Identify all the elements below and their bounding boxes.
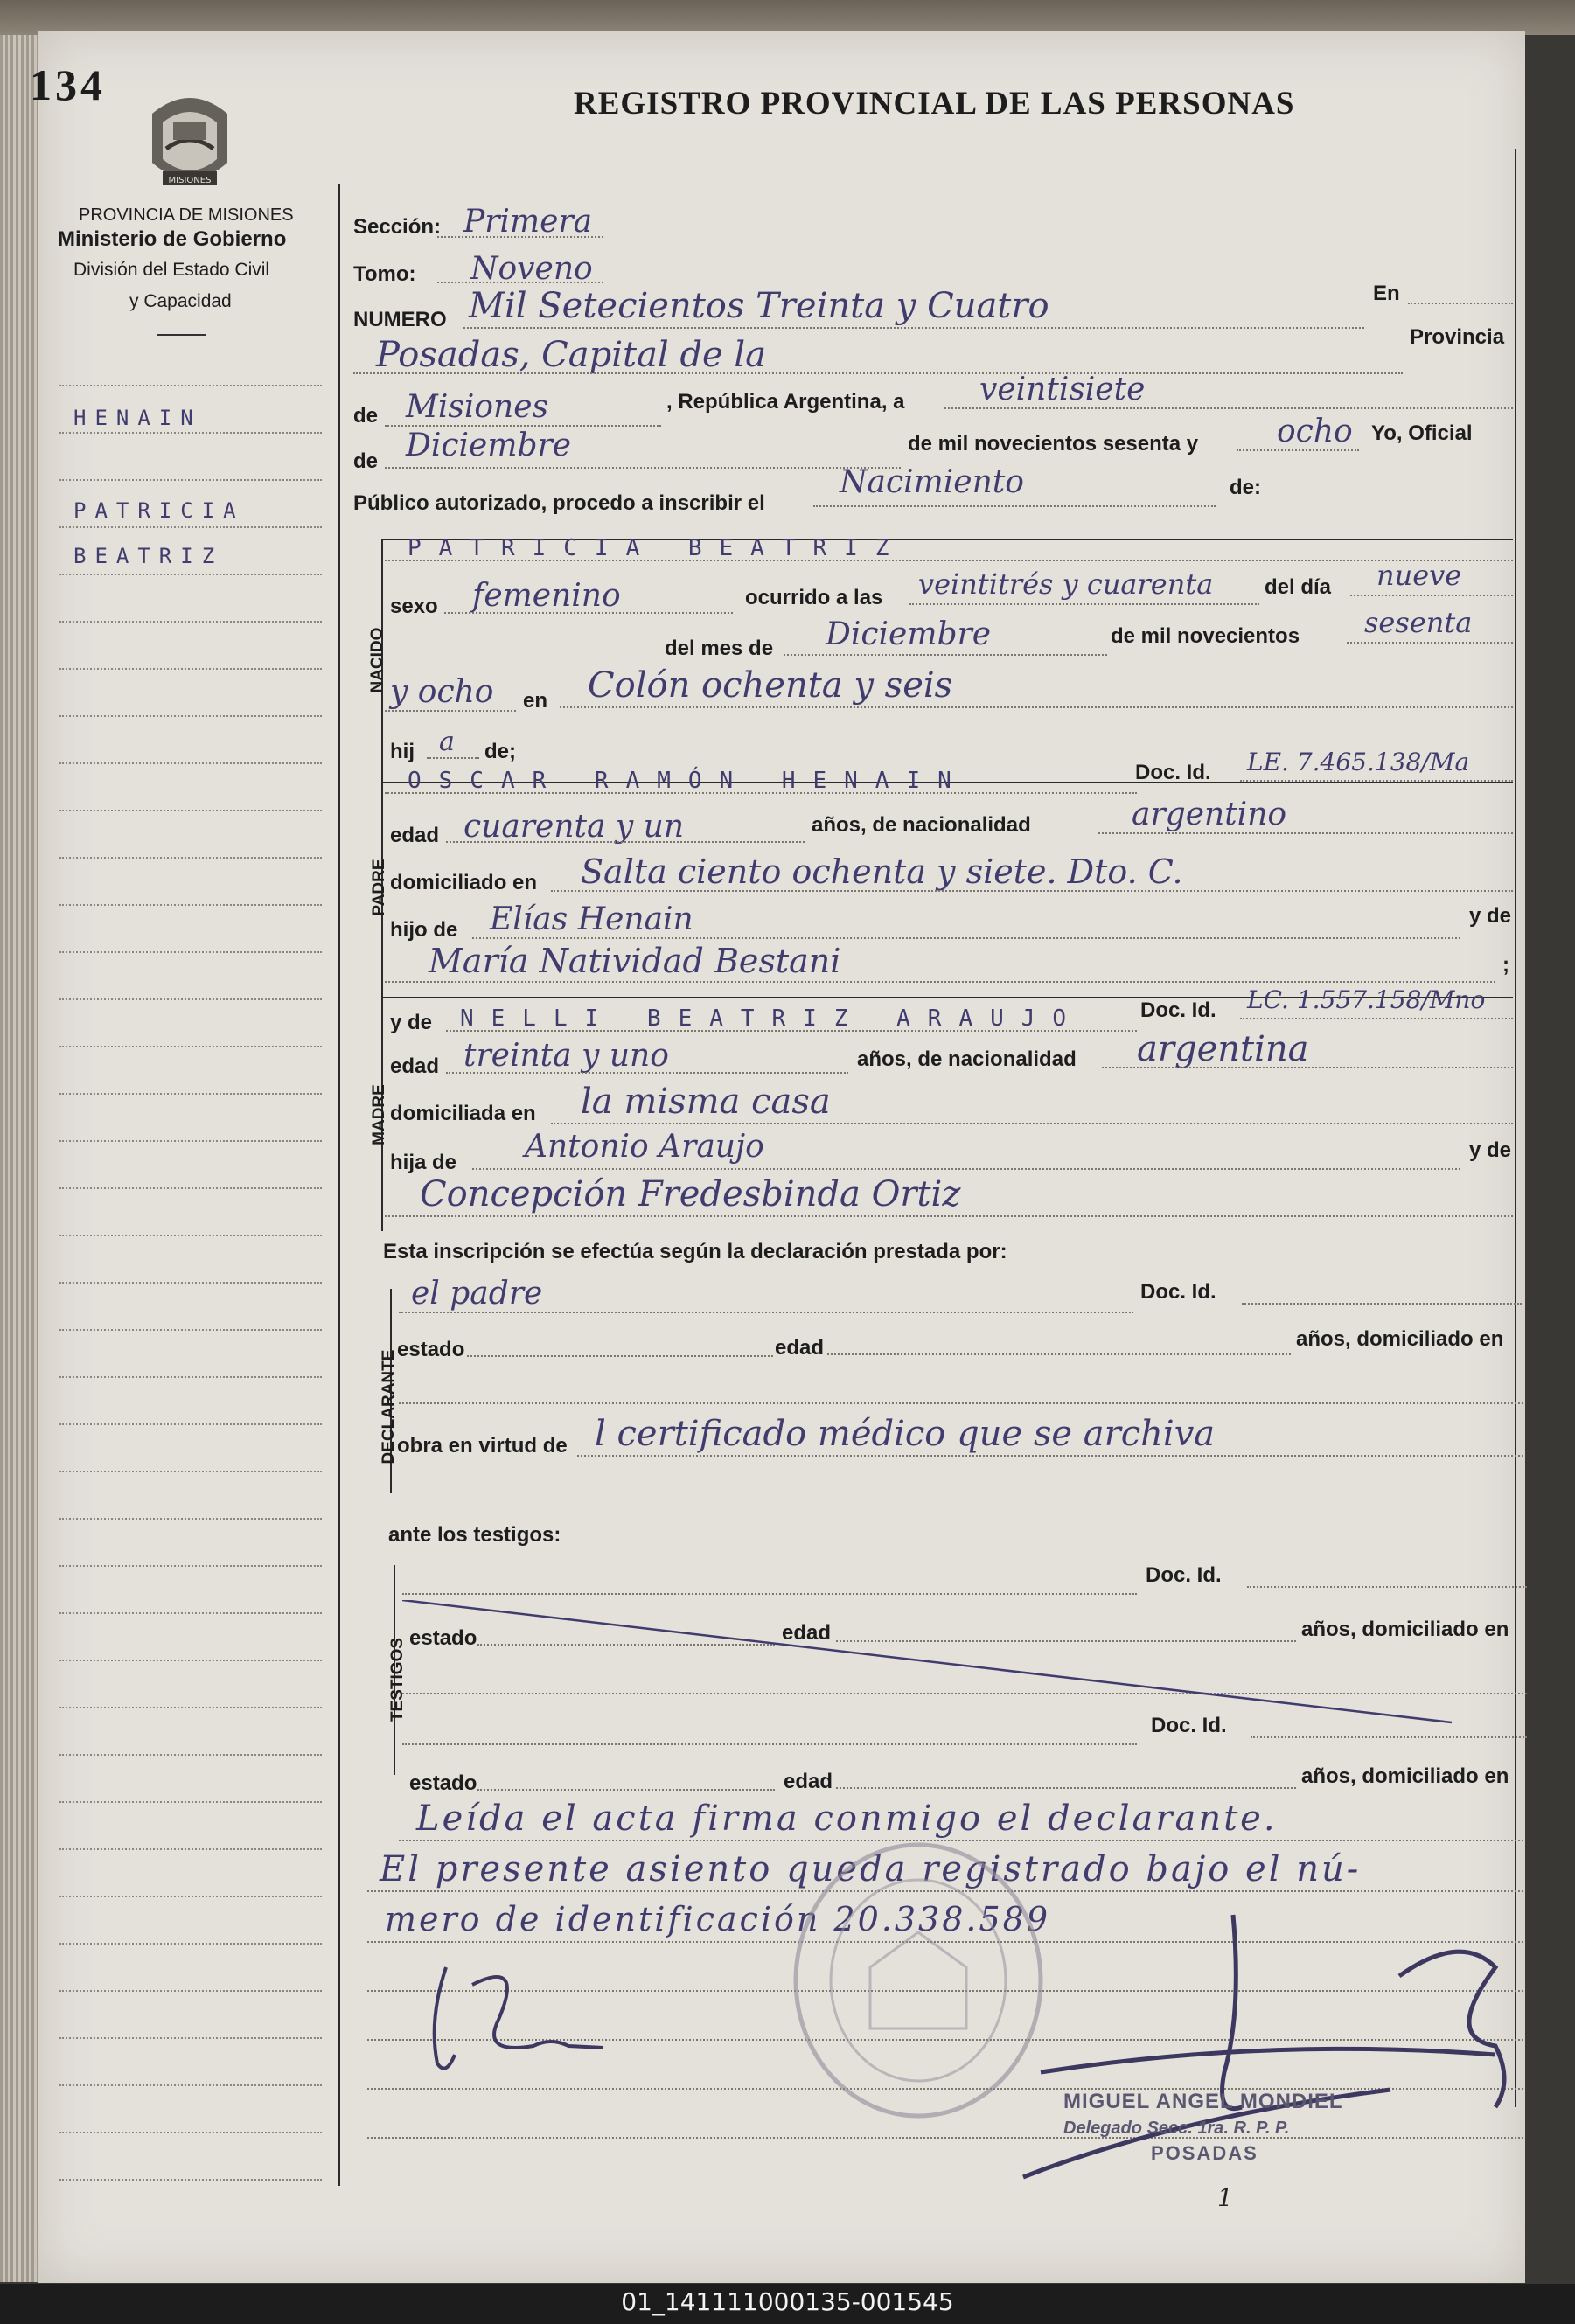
madre-edad-label: edad (390, 1054, 440, 1078)
sidebar-rule-line (59, 715, 322, 717)
closing-line-3: mero de identificación 20.338.589 (385, 1900, 1050, 1938)
sidebar-rule-line (59, 668, 322, 670)
sidebar-given-name-1: PATRICIA (73, 498, 245, 523)
padre-doc-value: LE. 7.465.138/Ma (1247, 748, 1470, 776)
numero-value: Mil Setecientos Treinta y Cuatro (469, 286, 1049, 326)
hijo-de-label: de; (484, 740, 516, 763)
padre-domicilio-line (551, 890, 1513, 892)
madre-hija-de-label: hija de (390, 1151, 457, 1174)
sexo-label: sexo (390, 595, 438, 618)
sidebar-given-name-2: BEATRIZ (73, 544, 224, 568)
declarante-doc-line (1242, 1303, 1522, 1305)
sidebar-rule-line (59, 810, 322, 811)
testigo1-line (402, 1593, 1137, 1595)
sidebar-rule-line (59, 998, 322, 1000)
declarante-value: el padre (411, 1276, 543, 1312)
page-number: 134 (30, 60, 106, 109)
padre-father-value: Elías Henain (490, 901, 693, 937)
tomo-line (437, 282, 603, 283)
sidebar-rule-line (59, 1235, 322, 1236)
sexo-line (444, 612, 733, 614)
official-name: MIGUEL ANGEL MONDIEL (1063, 2090, 1343, 2113)
lugar-line (560, 706, 1513, 708)
numero-line (463, 327, 1364, 329)
padre-side-label: PADRE (370, 859, 388, 916)
svg-text:MISIONES: MISIONES (168, 176, 212, 185)
padre-y-de-label: y de (1469, 904, 1512, 928)
tomo-value: Noveno (470, 251, 593, 287)
declaracion-label: Esta inscripción se efectúa según la declaración prestada por: (383, 1240, 1007, 1263)
testigo1-estado-label: estado (409, 1626, 477, 1650)
madre-side-label: MADRE (370, 1084, 388, 1145)
de-label: de (353, 404, 379, 428)
madre-domicilio-value: la misma casa (581, 1082, 831, 1122)
padre-domicilio-value: Salta ciento ochenta y siete. Dto. C. (581, 852, 1183, 891)
madre-mother-value: Concepción Fredesbinda Ortiz (420, 1174, 961, 1214)
closing-line-1: Leída el acta firma conmigo el declarante. (416, 1799, 1278, 1839)
sidebar-rule-line (59, 1423, 322, 1425)
padre-doc-line (1240, 780, 1513, 782)
org-line-4: y Capacidad (129, 291, 232, 311)
hijo-line (427, 757, 479, 759)
declarante-anos-label: años, domiciliado en (1296, 1327, 1504, 1351)
testigo2-estado-label: estado (409, 1771, 477, 1795)
book-top-edge (0, 0, 1575, 35)
padre-name-line (385, 792, 1137, 794)
sesenta-line (1347, 642, 1513, 644)
sidebar-rule-line (59, 1376, 322, 1378)
oficial-label: Yo, Oficial (1371, 421, 1473, 445)
sidebar-rule-line (59, 857, 322, 859)
provincial-seal (143, 87, 236, 196)
de-month-label: de (353, 449, 379, 473)
obra-label: obra en virtud de (397, 1434, 568, 1458)
org-line-2: Ministerio de Gobierno (58, 227, 287, 251)
sesenta-value: sesenta (1364, 606, 1473, 639)
padre-father-line (472, 937, 1460, 939)
bottom-mark: 1 (1217, 2183, 1233, 2212)
sidebar-rule-line (59, 2132, 322, 2133)
testigo1-anos-label: años, domiciliado en (1301, 1618, 1509, 1641)
mil-label: de mil novecientos (1111, 624, 1300, 648)
testigo2-edad-line (836, 1787, 1296, 1789)
org-underline (157, 334, 206, 336)
hijo-suffix: a (439, 727, 455, 757)
sidebar-rule-line (59, 1565, 322, 1567)
padre-edad-value: cuarenta y un (463, 809, 685, 845)
de-colon-label: de: (1230, 476, 1261, 499)
madre-name: NELLI BEATRIZ ARAUJO (460, 1005, 1084, 1032)
org-line-3: División del Estado Civil (73, 260, 270, 280)
testigo1-doc-line (1247, 1586, 1527, 1588)
nacido-name: PATRICIA BEATRIZ (408, 535, 907, 561)
numero-label: NUMERO (353, 308, 447, 331)
declarante-side-label: DECLARANTE (380, 1349, 398, 1465)
padre-name: OSCAR RAMÓN HENAIN (408, 768, 969, 794)
acto-line (813, 505, 1216, 507)
declarante-estado-label: estado (397, 1338, 465, 1361)
sidebar-rule-line (59, 1140, 322, 1142)
closing-line-2: El presente asiento queda registrado bajo el nú- (380, 1849, 1362, 1889)
sidebar-rule-line (59, 1990, 322, 1992)
sidebar-rule-line (59, 2037, 322, 2039)
madre-y-de-label: y de (390, 1011, 433, 1034)
book-page-edges (0, 35, 38, 2282)
sidebar-rule-line (59, 1093, 322, 1095)
testigos-side-label: TESTIGOS (388, 1637, 407, 1722)
sidebar-rule-line (59, 1612, 322, 1614)
sidebar-rule-line (59, 1046, 322, 1047)
sidebar-rule-line (59, 1187, 322, 1189)
autorizado-label: Público autorizado, procedo a inscribir el (353, 491, 765, 515)
sidebar-rule-line (59, 1660, 322, 1661)
sidebar-rule-line (59, 1754, 322, 1756)
en-line (1408, 303, 1513, 304)
madre-edad-line (446, 1072, 848, 1074)
sidebar-rule-line (59, 1329, 322, 1331)
year-label: de mil novecientos sesenta y (908, 432, 1199, 456)
declarante-estado-line (467, 1355, 773, 1357)
padre-edad-label: edad (390, 824, 440, 847)
declarante-blank-line (399, 1402, 1523, 1404)
testigo1-doc-label: Doc. Id. (1146, 1563, 1222, 1587)
padre-mother-value: María Natividad Bestani (429, 942, 841, 980)
obra-value: l certificado médico que se archiva (595, 1414, 1216, 1454)
dia-label: del día (1265, 575, 1332, 599)
provincia-label: Provincia (1410, 325, 1505, 349)
testigos-ante-label: ante los testigos: (388, 1523, 561, 1547)
sidebar-rule-line (59, 432, 322, 434)
mes-line (784, 654, 1107, 656)
org-line-1: PROVINCIA DE MISIONES (79, 205, 294, 225)
hijo-label: hij (390, 740, 415, 763)
testigo1-edad-label: edad (782, 1621, 832, 1645)
en-nacido-label: en (523, 689, 548, 713)
testigos-cancel-line (402, 1600, 1487, 1731)
sidebar-rule-line (59, 1801, 322, 1803)
testigo2-line (402, 1743, 1137, 1745)
madre-mother-line (385, 1215, 1513, 1217)
acto-value: Nacimiento (840, 464, 1024, 500)
padre-anos-label: años, de nacionalidad (812, 813, 1031, 837)
nacido-side-label: NACIDO (368, 627, 387, 693)
madre-father-value: Antonio Araujo (525, 1129, 764, 1165)
official-city: POSADAS (1151, 2142, 1258, 2164)
place-value: Posadas, Capital de la (376, 335, 767, 375)
madre-doc-label: Doc. Id. (1140, 998, 1216, 1022)
madre-nac-line (1102, 1067, 1513, 1068)
province-value: Misiones (406, 389, 549, 425)
ocurrido-label: ocurrido a las (745, 586, 883, 609)
main-frame-left (338, 184, 340, 2186)
madre-father-line (472, 1168, 1460, 1170)
declarant-signature (420, 1950, 647, 2081)
sexo-value: femenino (472, 578, 621, 614)
sidebar-rule-line (59, 1471, 322, 1472)
official-signature (1006, 1906, 1530, 2186)
year-value: ocho (1277, 414, 1353, 449)
sidebar-rule-line (59, 762, 322, 764)
province-line (385, 425, 661, 427)
sidebar-rule-line (59, 574, 322, 575)
sidebar-rule-line (59, 1943, 322, 1945)
testigo2-anos-label: años, domiciliado en (1301, 1764, 1509, 1788)
padre-domicilio-label: domiciliado en (390, 871, 538, 894)
lugar-value: Colón ochenta y seis (588, 665, 953, 706)
madre-domicilio-line (551, 1123, 1513, 1124)
ocho-line (385, 710, 516, 712)
madre-domicilio-label: domiciliada en (390, 1102, 536, 1125)
nacido-name-line (385, 560, 1513, 561)
testigo2-doc-line (1251, 1736, 1527, 1738)
padre-semicolon: ; (1502, 953, 1509, 977)
sidebar-rule-line (59, 479, 322, 481)
day-value: veintisiete (979, 372, 1146, 407)
year-line (1237, 449, 1359, 451)
en-label: En (1373, 282, 1400, 305)
official-title: Delegado Secc. 1ra. R. P. P. (1063, 2119, 1290, 2138)
madre-y-de2-label: y de (1469, 1138, 1512, 1162)
tomo-label: Tomo: (353, 262, 416, 286)
sidebar-rule-line (59, 1896, 322, 1897)
dia-value: nueve (1376, 559, 1462, 592)
declarante-edad-line (827, 1353, 1291, 1355)
padre-doc-label: Doc. Id. (1135, 761, 1211, 784)
declarante-line (399, 1312, 1133, 1313)
month-value: Diciembre (406, 428, 572, 463)
padre-nac-line (1098, 832, 1513, 834)
seccion-label: Sección: (353, 215, 442, 239)
seccion-line (437, 236, 603, 238)
place-line (353, 372, 1403, 374)
sidebar-rule-line (59, 2179, 322, 2181)
sidebar-rule-line (59, 621, 322, 623)
sidebar-rule-line (59, 526, 322, 528)
sidebar-rule-line (59, 1707, 322, 1708)
sidebar-rule-line (59, 904, 322, 906)
sidebar-rule-line (59, 1282, 322, 1284)
testigo2-estado-line (477, 1789, 775, 1791)
madre-name-line (446, 1030, 1137, 1032)
testigo2-edad-label: edad (784, 1770, 833, 1793)
sidebar-rule-line (59, 385, 322, 386)
mes-value: Diciembre (826, 616, 992, 652)
ocho-value: y ocho (390, 674, 494, 710)
padre-nac-value: argentino (1132, 797, 1287, 832)
padre-edad-line (446, 841, 805, 843)
dia-line (1350, 595, 1513, 596)
sidebar-surname: HENAIN (73, 406, 202, 430)
declarante-doc-label: Doc. Id. (1140, 1280, 1216, 1304)
madre-edad-value: treinta y uno (463, 1038, 669, 1074)
document-title: REGISTRO PROVINCIAL DE LAS PERSONAS (574, 86, 1295, 122)
madre-nac-value: argentina (1137, 1029, 1309, 1069)
main-frame-right (1515, 149, 1516, 2107)
sidebar-rule-line (59, 1848, 322, 1850)
padre-hijo-de-label: hijo de (390, 918, 458, 942)
sidebar-rule-line (59, 1518, 322, 1520)
sidebar-rule-line (59, 2084, 322, 2086)
month-line (385, 467, 901, 469)
padre-mother-line (385, 981, 1495, 983)
sidebar-rule-line (59, 951, 322, 953)
madre-doc-value: LC. 1.557.158/Mno (1247, 985, 1486, 1014)
seccion-value: Primera (463, 204, 593, 240)
hora-value: veintitrés y cuarenta (918, 567, 1214, 601)
testigo2-doc-label: Doc. Id. (1151, 1714, 1227, 1737)
day-line (944, 407, 1513, 409)
obra-line (577, 1455, 1523, 1457)
mes-label: del mes de (665, 637, 774, 660)
madre-anos-label: años, de nacionalidad (857, 1047, 1077, 1071)
image-id-caption: 01_141111000135-001545 (621, 2287, 954, 2316)
hora-line (909, 603, 1259, 605)
republica-label: , República Argentina, a (666, 390, 905, 414)
declarante-edad-label: edad (775, 1336, 825, 1360)
madre-doc-line (1240, 1018, 1513, 1019)
